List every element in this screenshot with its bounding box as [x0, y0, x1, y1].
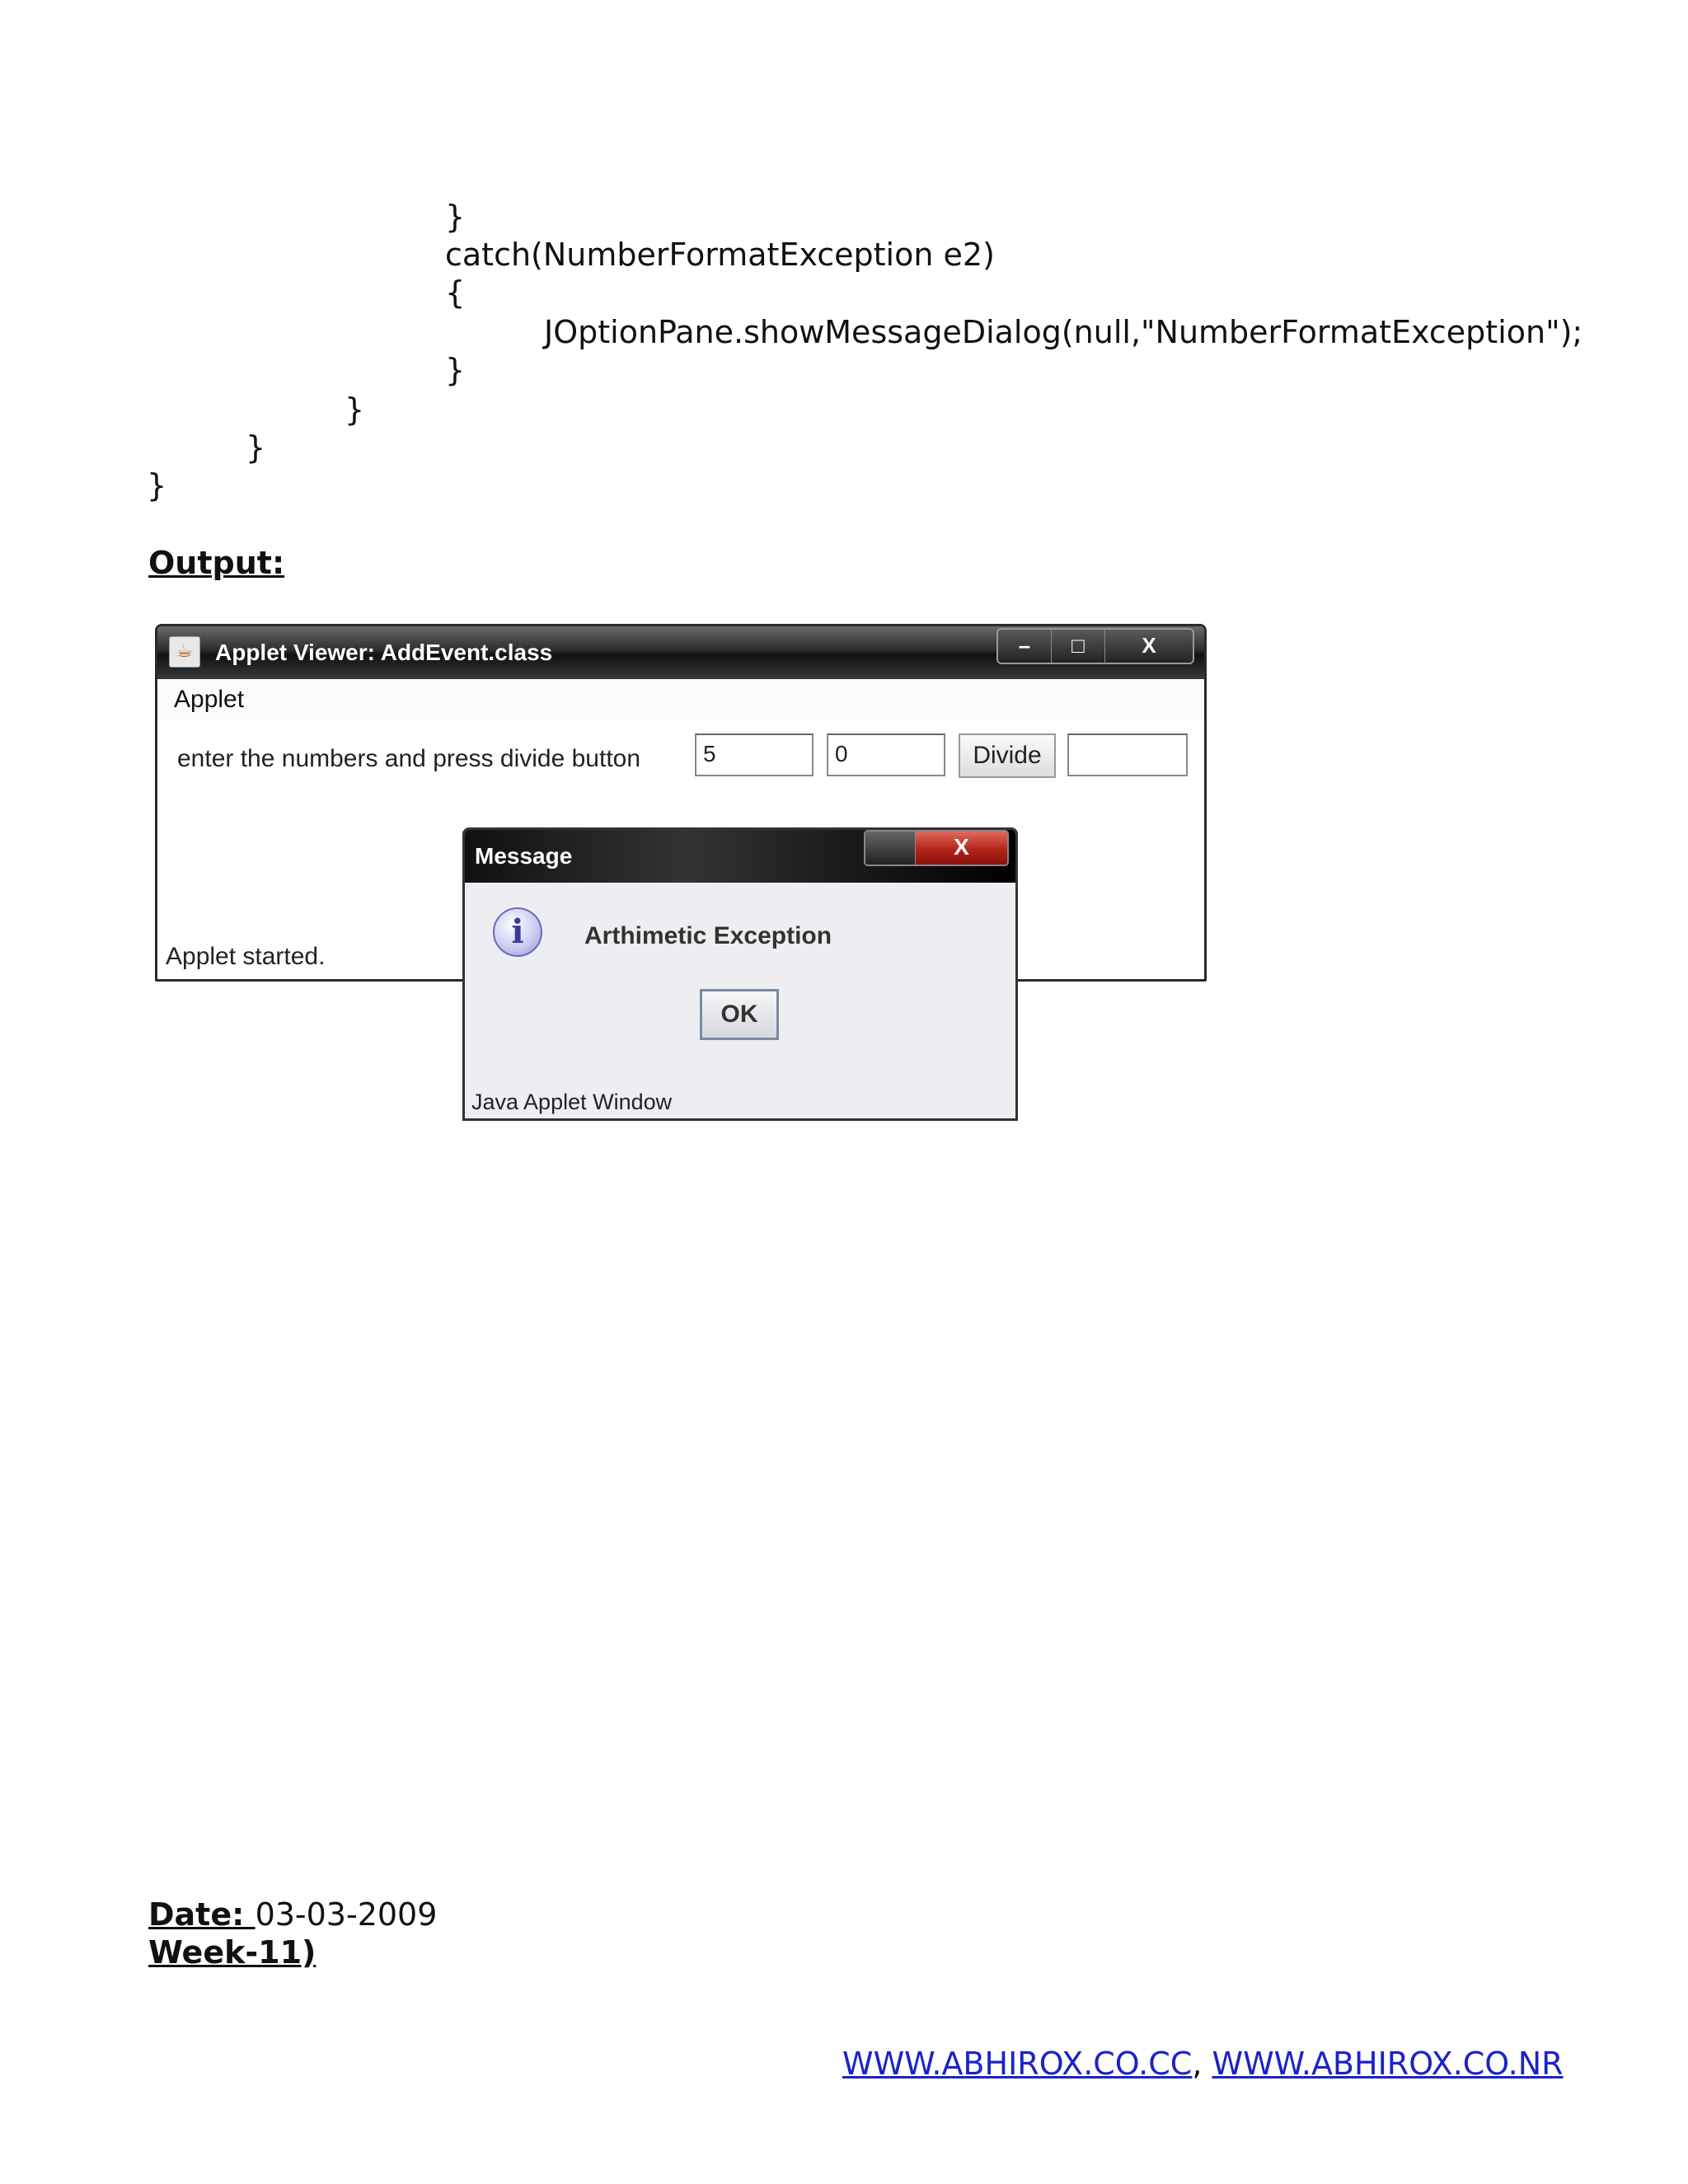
date-line — [148, 1896, 437, 1933]
result-field[interactable] — [1067, 733, 1188, 776]
menu-applet[interactable]: Applet — [174, 686, 245, 713]
message-dialog — [462, 827, 1018, 1121]
ok-button[interactable]: OK — [700, 989, 779, 1040]
code-line: } — [147, 467, 167, 504]
dialog-controls — [864, 830, 1009, 866]
dialog-message: Arthimetic Exception — [584, 922, 832, 949]
dialog-close-button[interactable]: X — [916, 832, 1007, 865]
dialog-minimize-button[interactable] — [865, 832, 916, 865]
maximize-button[interactable]: □ — [1052, 630, 1105, 663]
code-line: catch(NumberFormatException e2) — [445, 237, 995, 273]
close-button[interactable]: X — [1142, 633, 1156, 658]
prompt-label: enter the numbers and press divide button — [177, 745, 641, 772]
dialog-title: Message — [475, 843, 573, 869]
date-value: 03-03-2009 — [255, 1896, 438, 1933]
code-line: JOptionPane.showMessageDialog(null,"NumberFormatException"); — [544, 314, 1583, 350]
divide-button[interactable]: Divide — [959, 733, 1056, 778]
link-separator: , — [1192, 2046, 1212, 2082]
link-abhirox-cc[interactable]: WWW.ABHIROX.CO.CC — [842, 2046, 1193, 2082]
number1-field[interactable]: 5 — [695, 733, 814, 776]
footer-links — [842, 2046, 1564, 2082]
code-line: { — [445, 274, 466, 311]
java-cup-icon: ☕ — [169, 636, 200, 668]
code-line: } — [445, 352, 466, 388]
code-line: } — [345, 391, 365, 428]
minimize-button[interactable]: – — [998, 630, 1052, 663]
number2-field[interactable]: 0 — [827, 733, 945, 776]
date-label: Date: — [148, 1896, 256, 1933]
dialog-footer: Java Applet Window — [471, 1090, 673, 1114]
menu-bar — [157, 679, 1204, 721]
output-heading: Output: — [148, 545, 285, 581]
link-abhirox-nr[interactable]: WWW.ABHIROX.CO.NR — [1212, 2046, 1564, 2082]
code-line: } — [246, 429, 266, 466]
title-bar[interactable] — [157, 626, 1204, 679]
dialog-title-bar[interactable] — [465, 830, 1015, 883]
week-label: Week-11) — [148, 1934, 316, 1971]
window-title: Applet Viewer: AddEvent.class — [215, 640, 553, 665]
code-line: } — [445, 199, 466, 235]
status-text: Applet started. — [166, 943, 326, 970]
window-controls — [996, 628, 1194, 664]
info-icon: i — [493, 907, 542, 957]
